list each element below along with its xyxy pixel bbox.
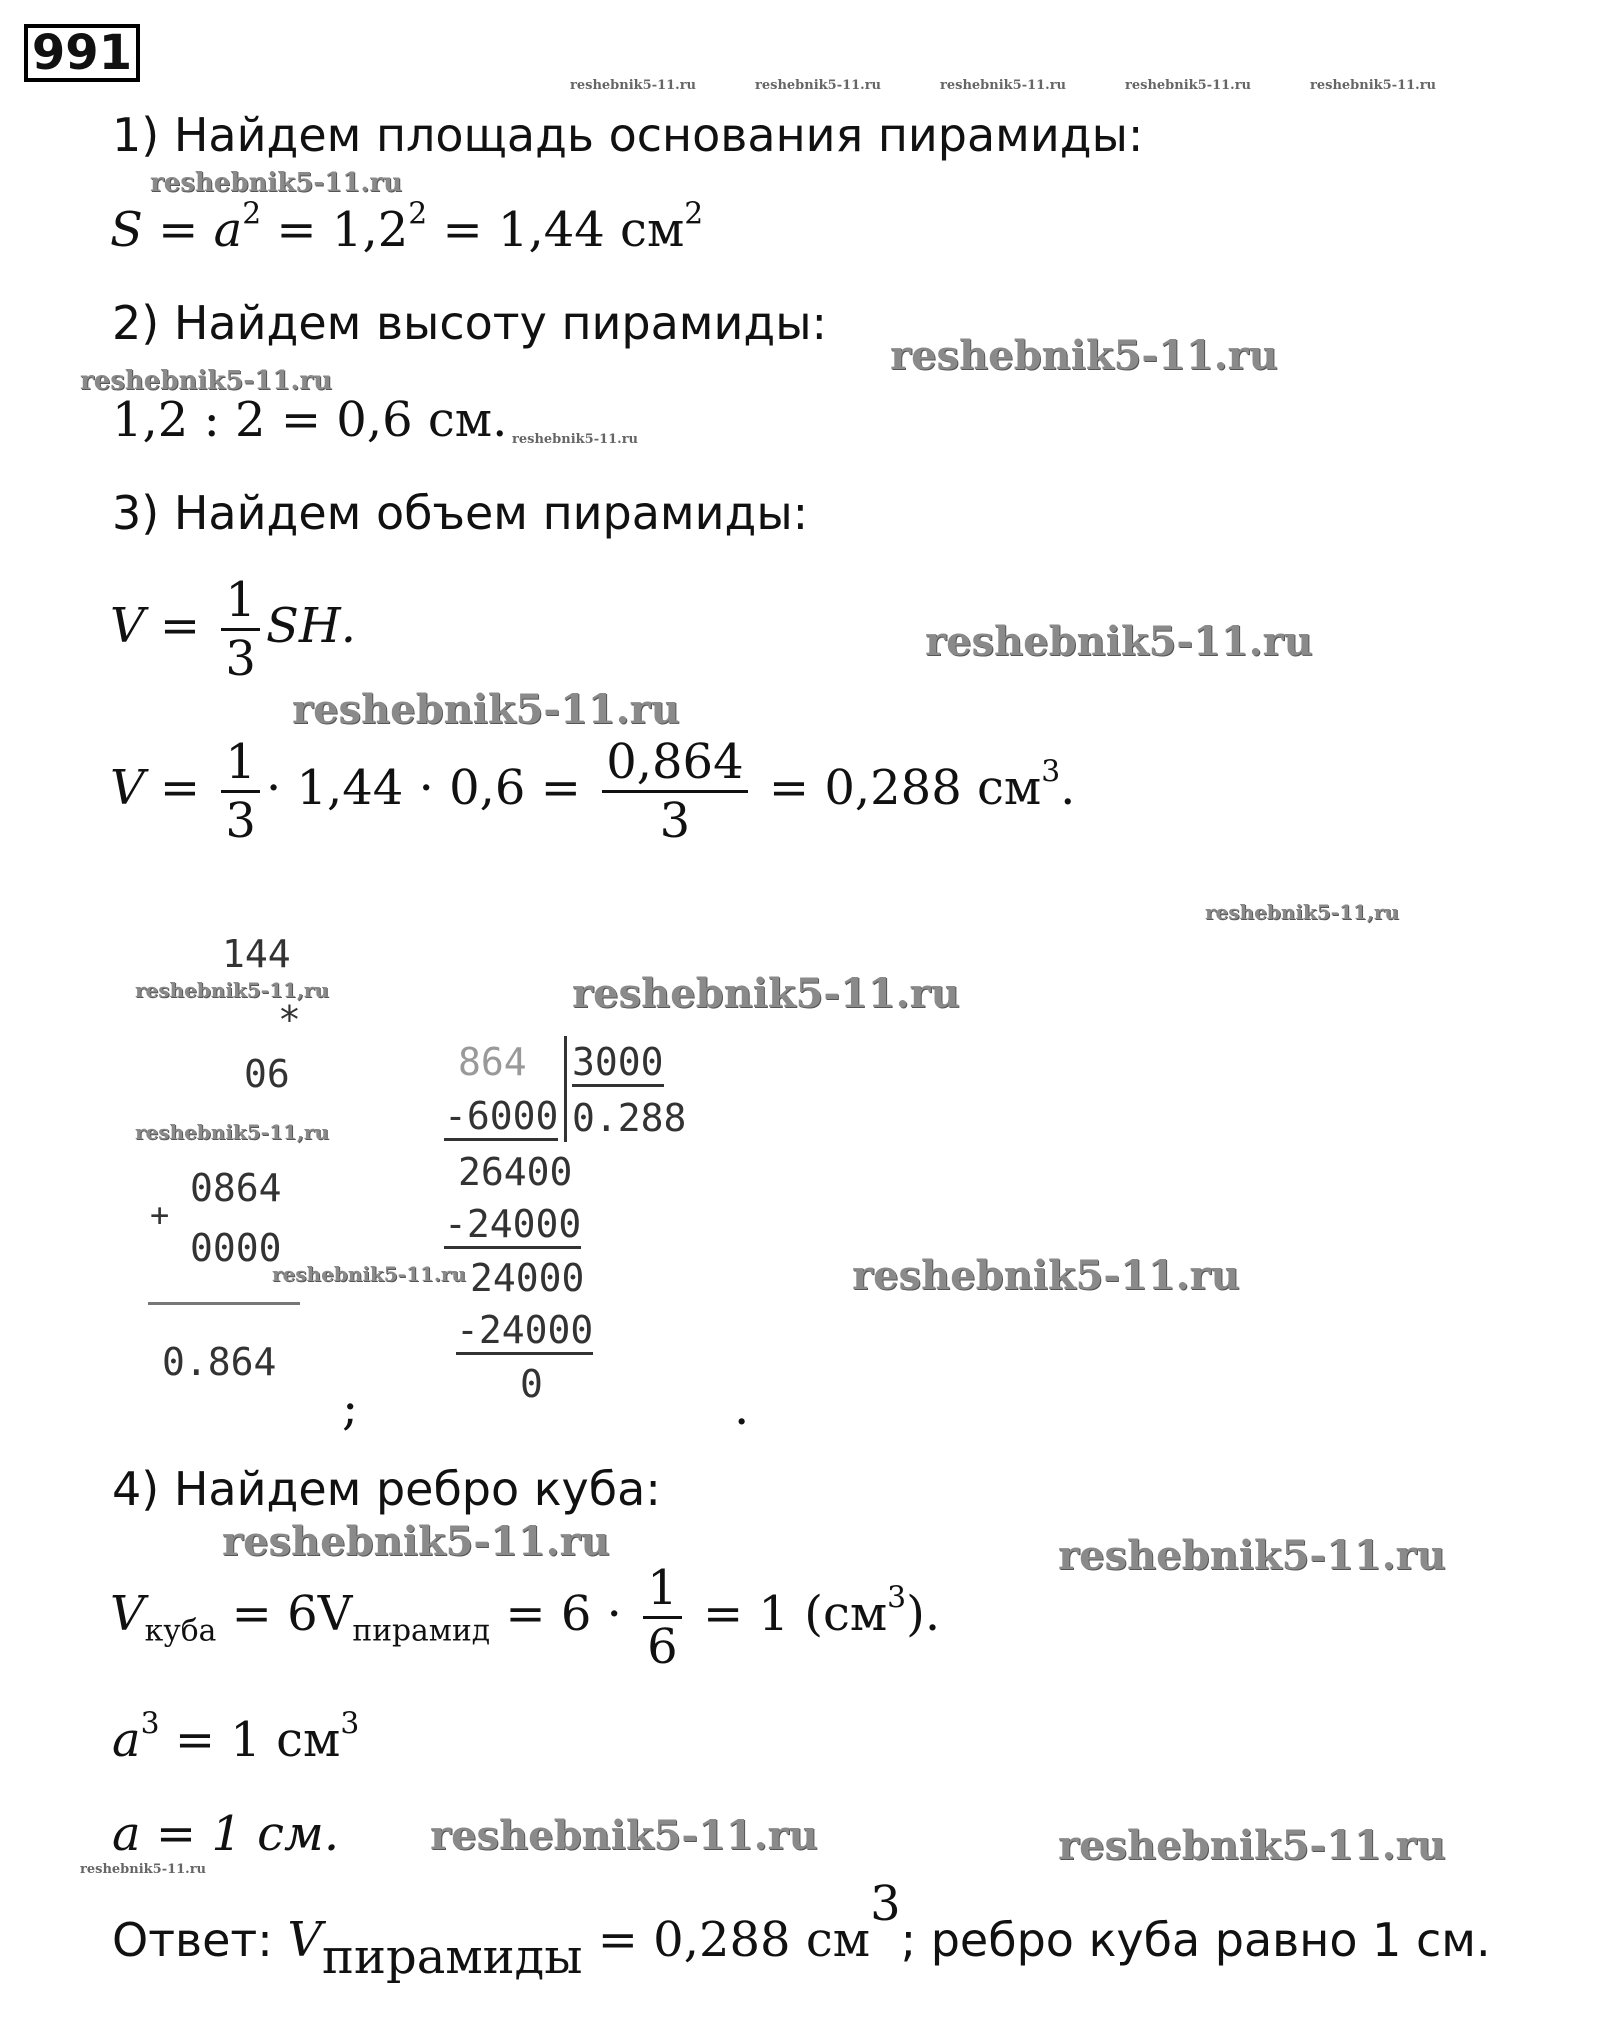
formula-part: a xyxy=(112,1712,141,1768)
numerator: 1 xyxy=(643,1560,682,1619)
divisor xyxy=(572,1040,664,1087)
watermark: reshebnik5-11.ru xyxy=(1125,78,1252,93)
watermark: reshebnik5-11.ru xyxy=(925,618,1313,665)
division-row-text: -24000 xyxy=(444,1202,581,1249)
formula-area xyxy=(110,196,704,258)
divisor-text: 3000 xyxy=(572,1040,664,1087)
answer-line xyxy=(112,1876,1491,1985)
formula-part: V = xyxy=(110,598,216,654)
denominator: 3 xyxy=(659,793,691,849)
division-row: 26400 xyxy=(458,1150,573,1194)
denominator: 3 xyxy=(225,793,256,849)
formula-part: a = 1 см. xyxy=(112,1806,340,1862)
subscript: пирамиды xyxy=(322,1928,583,1985)
exponent: 2 xyxy=(242,196,262,232)
watermark: reshebnik5-11.ru xyxy=(570,78,697,93)
answer-value: = 0,288 см xyxy=(582,1912,871,1968)
subscript: куба xyxy=(144,1613,217,1649)
cube-edge-equation xyxy=(112,1706,360,1768)
watermark: reshebnik5-11.ru xyxy=(755,78,882,93)
watermark: reshebnik5-11.ru xyxy=(1058,1532,1446,1579)
denominator: 6 xyxy=(647,1619,678,1675)
division-row-text: -24000 xyxy=(456,1308,593,1355)
watermark: reshebnik5-11.ru xyxy=(80,1862,207,1877)
division-row-text: -6000 xyxy=(444,1094,558,1141)
step-4-title: 4) Найдем ребро куба: xyxy=(112,1462,661,1516)
watermark: reshebnik5-11.ru xyxy=(80,366,333,396)
watermark: reshebnik5-11.ru xyxy=(272,1262,466,1286)
watermark: reshebnik5-11.ru xyxy=(852,1252,1240,1299)
division-row xyxy=(444,1094,558,1141)
cube-volume-formula xyxy=(110,1560,940,1675)
formula-part: ). xyxy=(906,1586,941,1642)
formula-part: = 0,288 см xyxy=(753,760,1042,816)
watermark: reshebnik5-11.ru xyxy=(572,970,960,1017)
numerator: 0,864 xyxy=(602,734,747,793)
watermark: reshebnik5-11.ru xyxy=(512,432,639,447)
volume-formula xyxy=(110,572,356,687)
subscript: пирамид xyxy=(352,1613,491,1649)
formula-part: V = xyxy=(110,760,216,816)
formula-part: = 1 см xyxy=(159,1712,341,1768)
fraction xyxy=(643,1560,682,1675)
dividend: 864 xyxy=(458,1040,527,1084)
formula-part: = 6V xyxy=(216,1586,353,1642)
answer-var: V xyxy=(287,1912,323,1968)
answer-label: Ответ: xyxy=(112,1913,288,1967)
division-bar xyxy=(564,1036,567,1142)
formula-part: SH. xyxy=(265,598,356,654)
numerator: 1 xyxy=(221,734,260,793)
denominator: 3 xyxy=(225,631,256,687)
division-row: 0 xyxy=(520,1362,543,1406)
semicolon: ; xyxy=(342,1380,359,1436)
mult-result: 0.864 xyxy=(162,1340,277,1384)
watermark: reshebnik5-11.ru xyxy=(150,168,403,198)
step-3-title: 3) Найдем объем пирамиды: xyxy=(112,486,809,540)
fraction xyxy=(602,734,747,849)
watermark: reshebnik5-11,ru xyxy=(1205,900,1399,924)
volume-calculation xyxy=(110,734,1075,849)
formula-part: = 1,2 xyxy=(261,202,409,258)
division-row xyxy=(444,1202,581,1249)
watermark: reshebnik5-11.ru xyxy=(890,332,1278,379)
watermark: reshebnik5-11.ru xyxy=(222,1518,610,1565)
exponent: 3 xyxy=(1041,754,1061,790)
watermark: reshebnik5-11.ru xyxy=(940,78,1067,93)
quotient: 0.288 xyxy=(572,1096,687,1140)
fraction xyxy=(221,734,260,849)
numerator: 1 xyxy=(221,572,260,631)
fraction xyxy=(221,572,260,687)
formula-part: = 6 · xyxy=(490,1586,638,1642)
step-2-title: 2) Найдем высоту пирамиды: xyxy=(112,296,828,350)
answer-rest: ; ребро куба равно 1 см. xyxy=(900,1913,1491,1967)
mult-partial-2: 0000 xyxy=(190,1226,282,1270)
watermark: reshebnik5-11.ru xyxy=(1058,1822,1446,1869)
height-formula: 1,2 : 2 = 0,6 см. xyxy=(112,392,508,448)
exponent: 3 xyxy=(887,1580,907,1616)
formula-part: = 1 (см xyxy=(687,1586,888,1642)
cube-edge-result xyxy=(112,1806,339,1862)
watermark: reshebnik5-11.ru xyxy=(292,686,680,733)
exponent: 2 xyxy=(684,196,704,232)
task-number: 991 xyxy=(24,24,140,82)
exponent: 3 xyxy=(870,1876,901,1932)
division-row: 24000 xyxy=(470,1256,585,1300)
step-1-title: 1) Найдем площадь основания пирамиды: xyxy=(112,108,1144,162)
period: . xyxy=(734,1380,750,1436)
exponent: 2 xyxy=(408,196,428,232)
division-row xyxy=(456,1308,593,1355)
plus-sign: + xyxy=(150,1196,170,1234)
watermark: reshebnik5-11.ru xyxy=(1310,78,1437,93)
formula-part: . xyxy=(1060,760,1076,816)
watermark: reshebnik5-11,ru xyxy=(135,978,329,1002)
formula-part: · 1,44 · 0,6 = xyxy=(265,760,597,816)
watermark: reshebnik5-11,ru xyxy=(135,1120,329,1144)
formula-part: S = a xyxy=(110,202,243,258)
exponent: 3 xyxy=(140,1706,160,1742)
mult-partial-1: 0864 xyxy=(190,1166,282,1210)
mult-factor-2: 06 xyxy=(244,1052,290,1096)
formula-part: V xyxy=(110,1586,145,1642)
mult-factor-1: 144 xyxy=(222,932,291,976)
formula-part: = 1,44 см xyxy=(427,202,685,258)
mult-operator: * xyxy=(278,998,301,1042)
exponent: 3 xyxy=(340,1706,360,1742)
watermark: reshebnik5-11.ru xyxy=(430,1812,818,1859)
sum-line xyxy=(148,1302,300,1305)
